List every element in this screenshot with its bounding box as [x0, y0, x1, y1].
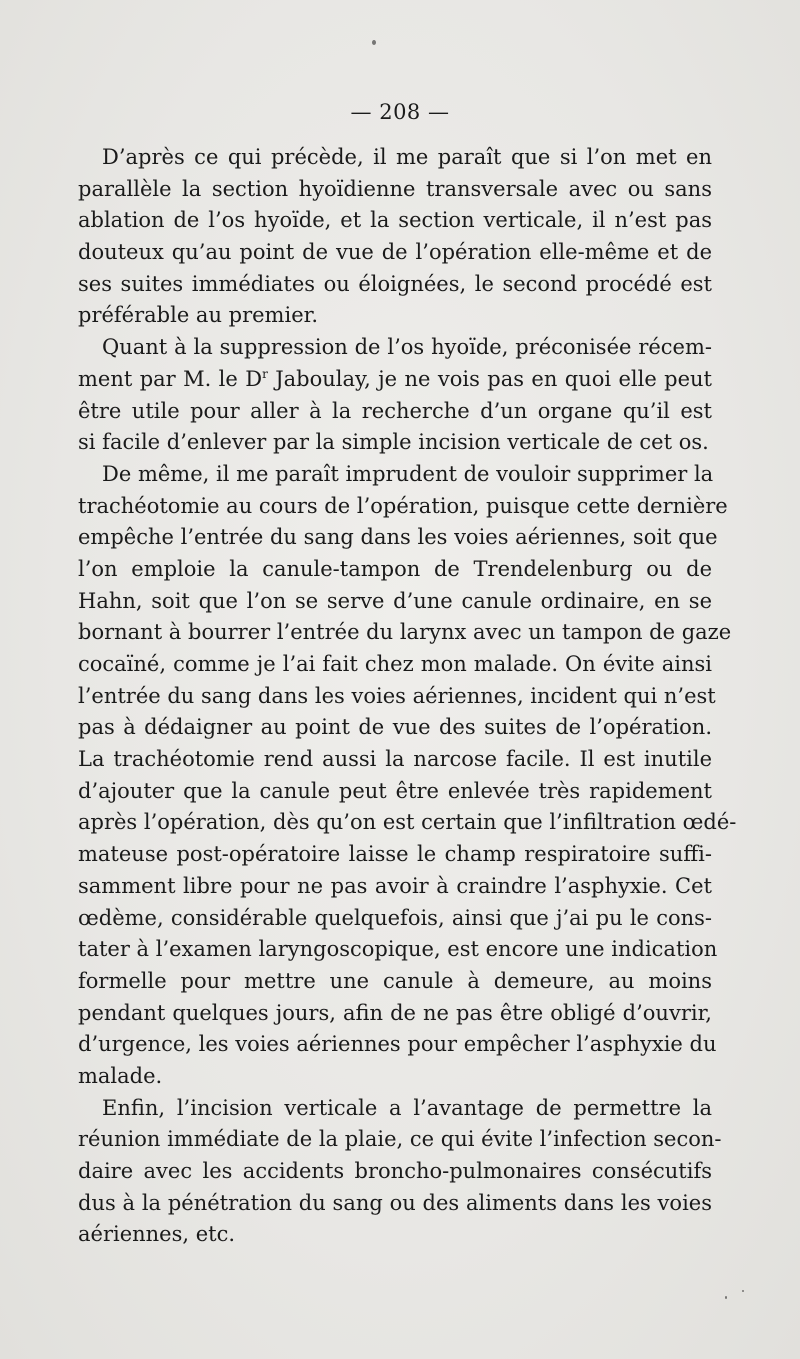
text-line: mateuse post-opératoire laisse le champ respiratoire suffi-: [78, 842, 712, 867]
text-line: aériennes, etc.: [78, 1222, 236, 1247]
text-line: Hahn, soit que l’on se serve d’une canule ordinaire, en se: [78, 588, 712, 613]
text-line: Quant à la suppression de l’os hyoïde, préconisée récem-: [102, 335, 712, 360]
text-line: tater à l’examen laryngoscopique, est encore une indication: [78, 937, 718, 962]
text-line: douteux qu’au point de vue de l’opération elle-même et de: [78, 240, 712, 265]
text-line: samment libre pour ne pas avoir à craindre l’asphyxie. Cet: [78, 873, 712, 898]
text-line: après l’opération, dès qu’on est certain que l’infiltration œdé-: [78, 810, 737, 835]
text-line: D’après ce qui précède, il me paraît que si l’on met en: [102, 145, 712, 169]
text-fragment: ment par M. le D: [78, 366, 263, 391]
paragraph-4: [78, 1093, 722, 1251]
text-line: d’ajouter que la canule peut être enlevée très rapidement: [78, 778, 712, 803]
text-line: ses suites immédiates ou éloignées, le second procédé est: [78, 271, 712, 296]
text-line: La trachéotomie rend aussi la narcose facile. Il est inutile: [78, 747, 712, 772]
text-line: Enfin, l’incision verticale a l’avantage de permettre la: [102, 1095, 712, 1120]
body-text: [78, 142, 737, 1251]
text-line: d’urgence, les voies aériennes pour empêcher l’asphyxie du: [78, 1032, 717, 1057]
text-line: parallèle la section hyoïdienne transversale avec ou sans: [78, 176, 712, 201]
text-line: trachéotomie au cours de l’opération, puisque cette dernière: [78, 493, 728, 518]
text-line: ablation de l’os hyoïde, et la section verticale, il n’est pas: [78, 208, 712, 233]
page-number: — 208 —: [350, 100, 450, 124]
text-line: empêche l’entrée du sang dans les voies aériennes, soit que: [78, 525, 718, 550]
text-line: l’on emploie la canule-tampon de Trendelenburg ou de: [78, 556, 712, 581]
scan-speck: [372, 40, 376, 45]
text-line: être utile pour aller à la recherche d’un organe qu’il est: [78, 398, 712, 423]
paragraph-3: [78, 459, 737, 1093]
text-line: œdème, considérable quelquefois, ainsi que j’ai pu le cons-: [78, 905, 712, 930]
superscript: r: [262, 366, 268, 381]
text-line: daire avec les accidents broncho-pulmonaires consécutifs: [78, 1159, 712, 1183]
text-line-with-superscript: [78, 364, 712, 396]
text-line: pendant quelques jours, afin de ne pas être obligé d’ouvrir,: [78, 1000, 712, 1025]
text-line: pas à dédaigner au point de vue des suites de l’opération.: [78, 715, 712, 740]
text-line: l’entrée du sang dans les voies aériennes, incident qui n’est: [78, 683, 716, 708]
text-line: cocaïné, comme je l’ai fait chez mon malade. On évite ainsi: [78, 652, 712, 676]
text-line: bornant à bourrer l’entrée du larynx avec un tampon de gaze: [78, 620, 732, 645]
text-fragment: Jaboulay, je ne vois pas en quoi elle peut: [267, 366, 712, 391]
scan-speck: [725, 1296, 727, 1299]
paragraph-1: [78, 142, 712, 332]
text-line: dus à la pénétration du sang ou des aliments dans les voies: [78, 1190, 712, 1215]
text-line: si facile d’enlever par la simple incision verticale de cet os.: [78, 430, 709, 455]
text-line: réunion immédiate de la plaie, ce qui évite l’infection secon-: [78, 1127, 722, 1152]
text-line: De même, il me paraît imprudent de vouloir supprimer la: [102, 461, 714, 486]
text-line: formelle pour mettre une canule à demeure, au moins: [78, 968, 712, 993]
text-line: malade.: [78, 1063, 163, 1088]
scan-speck: [742, 1290, 744, 1292]
text-line: préférable au premier.: [78, 303, 319, 328]
paragraph-2: [78, 332, 712, 459]
